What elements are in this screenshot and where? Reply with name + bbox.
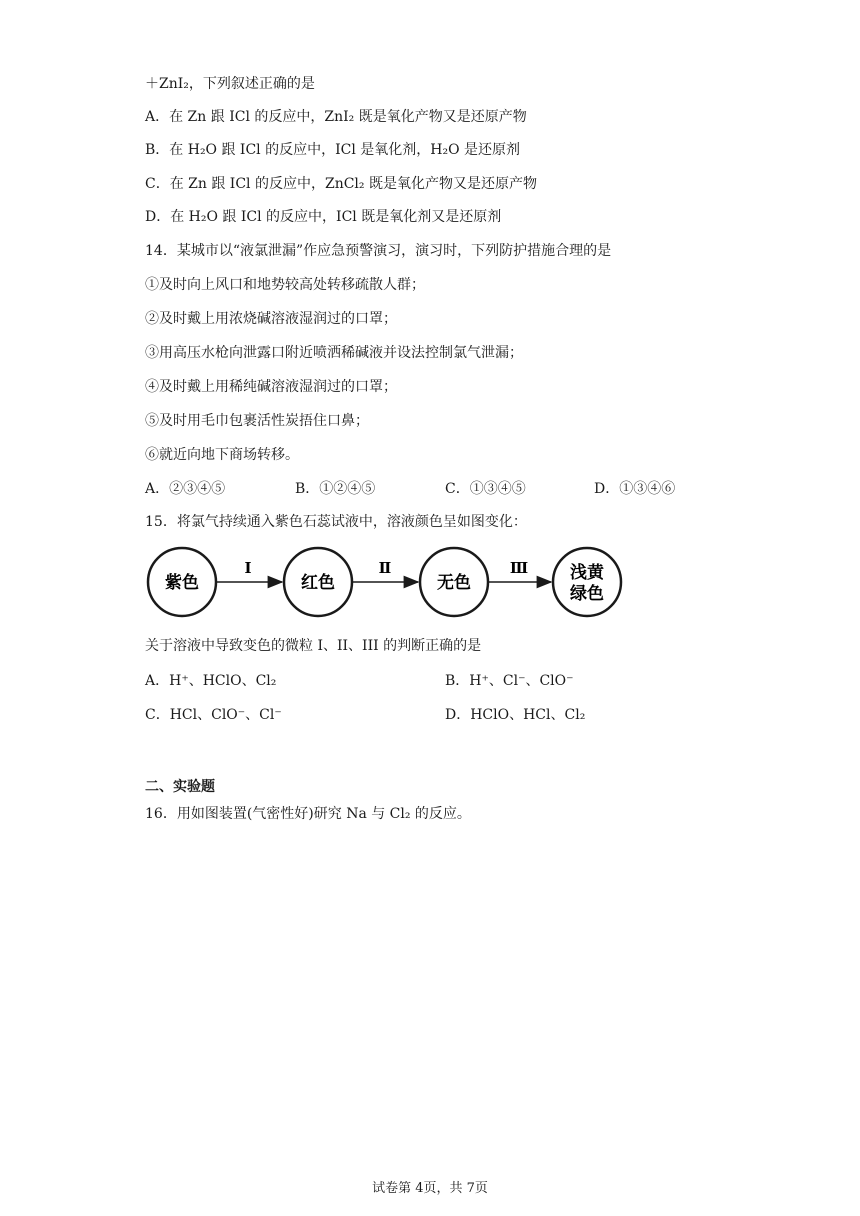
q15-option-a: A．H⁺、HClO、Cl₂ [145,673,277,689]
q15-option-c: C．HCl、ClO⁻、Cl⁻ [145,707,282,723]
q14-stem: 14．某城市以“液氯泄漏”作应急预警演习，演习时，下列防护措施合理的是 [145,243,612,259]
circle-4-label-line2: 绿色 [570,584,604,604]
arrow-3-label: Ⅲ [509,559,529,577]
q13-option-a: A．在 Zn 跟 ICl 的反应中，ZnI₂ 既是氧化产物又是还原产物 [145,109,527,125]
section-title: 二、实验题 [145,779,215,795]
circle-1-label: 紫色 [165,573,199,593]
arrow-1-label: I [244,559,252,577]
q14-item-4: ④及时戴上用稀纯碱溶液湿润过的口罩； [145,379,397,395]
q15-option-b: B．H⁺、Cl⁻、ClO⁻ [445,673,574,689]
circle-4-label-line1: 浅黄 [570,563,604,583]
arrow-2-label: Ⅱ [378,559,392,577]
q14-item-3: ③用高压水枪向泄露口附近喷洒稀碱液并设法控制氯气泄漏； [145,345,523,361]
page-footer: 试卷第 4页，共 7页 [372,1181,488,1196]
circle-3-label: 无色 [437,573,471,593]
circle-2-label: 红色 [301,573,335,593]
q15-option-d: D．HClO、HCl、Cl₂ [445,707,586,723]
q13-option-b: B．在 H₂O 跟 ICl 的反应中，ICl 是氧化剂，H₂O 是还原剂 [145,142,521,158]
q14-option-b: B．①②④⑤ [295,481,376,497]
q14-option-c: C．①③④⑤ [445,481,526,497]
q14-option-a: A．②③④⑤ [145,481,226,497]
q15-stem: 15．将氯气持续通入紫色石蕊试液中，溶液颜色呈如图变化： [145,514,527,530]
q14-item-6: ⑥就近向地下商场转移。 [145,447,299,463]
q15-question: 关于溶液中导致变色的微粒 I、II、III 的判断正确的是 [145,638,482,654]
q16-stem: 16．用如图装置(气密性好)研究 Na 与 Cl₂ 的反应。 [145,806,471,822]
q14-item-1: ①及时向上风口和地势较高处转移疏散人群； [145,277,425,293]
q13-option-c: C．在 Zn 跟 ICl 的反应中，ZnCl₂ 既是氧化产物又是还原产物 [145,176,537,192]
color-change-diagram [145,545,635,629]
q14-item-5: ⑤及时用毛巾包裹活性炭捂住口鼻； [145,413,369,429]
q13-option-d: D．在 H₂O 跟 ICl 的反应中，ICl 既是氧化剂又是还原剂 [145,209,502,225]
q13-stem-end: ＋ZnI₂，下列叙述正确的是 [145,76,315,92]
q14-item-2: ②及时戴上用浓烧碱溶液湿润过的口罩； [145,311,397,327]
q14-option-d: D．①③④⑥ [594,481,676,497]
